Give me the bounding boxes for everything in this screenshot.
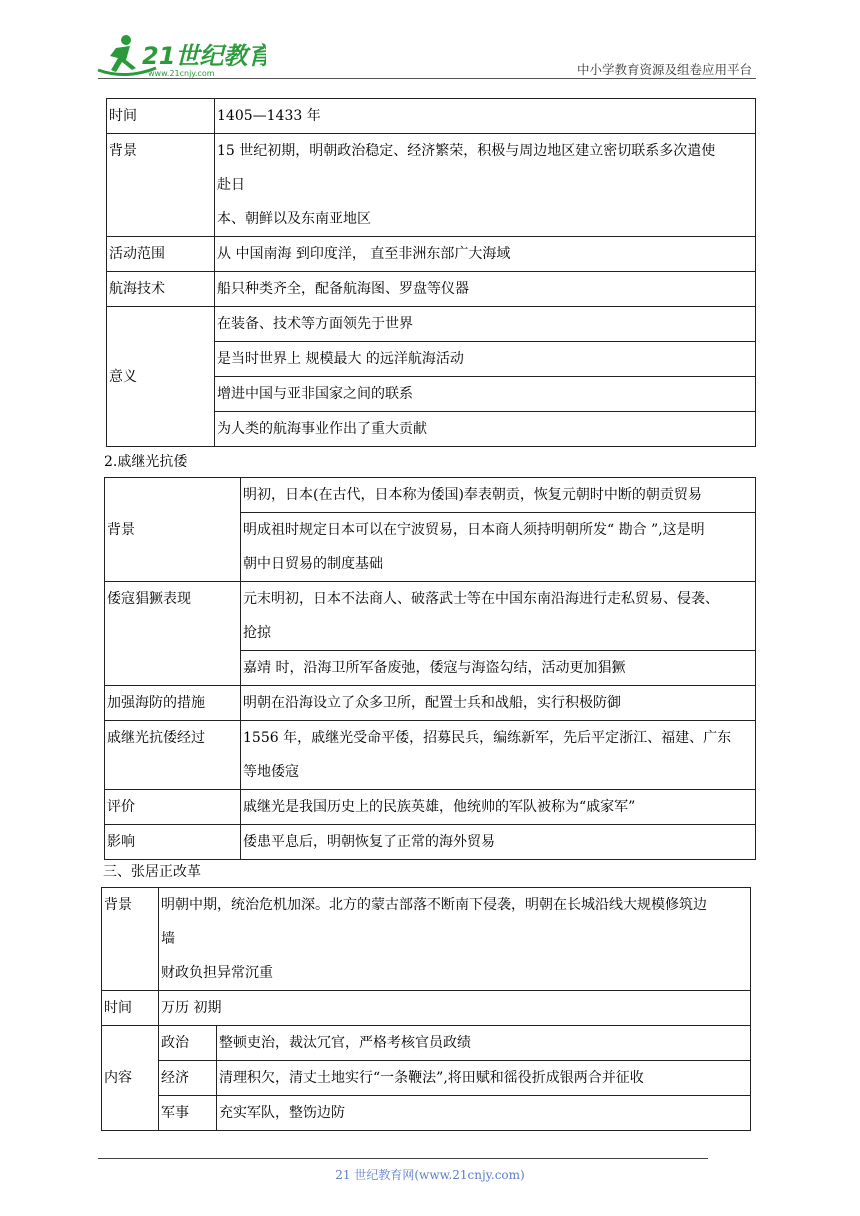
row-sublabel: 经济 bbox=[159, 1061, 217, 1096]
row-value: 等地倭寇 bbox=[241, 755, 756, 790]
table-row bbox=[102, 1061, 751, 1096]
row-value: 充实军队，整饬边防 bbox=[217, 1096, 751, 1131]
table-row bbox=[107, 307, 756, 342]
table-row bbox=[102, 991, 751, 1026]
row-value: 明成祖时规定日本可以在宁波贸易，日本商人须持明朝所发“ 勘合 ”,这是明 bbox=[241, 513, 756, 548]
row-value: 明朝在沿海设立了众多卫所，配置士兵和战船，实行积极防御 bbox=[241, 686, 756, 721]
row-label: 时间 bbox=[102, 991, 159, 1026]
row-value: 戚继光是我国历史上的民族英雄，他统帅的军队被称为“戚家军” bbox=[241, 790, 756, 825]
row-label: 意义 bbox=[107, 307, 215, 447]
svg-text:www.21cnjy.com: www.21cnjy.com bbox=[148, 69, 215, 78]
row-label: 时间 bbox=[107, 99, 215, 134]
row-value: 15 世纪初期，明朝政治稳定、经济繁荣，积极与周边地区建立密切联系多次遣使 赴日 本、朝鲜以及东南亚地区 bbox=[215, 134, 756, 237]
zhang-juzheng-table bbox=[101, 887, 751, 1131]
row-value: 元末明初，日本不法商人、破落武士等在中国东南沿海进行走私贸易、侵袭、 bbox=[241, 582, 756, 617]
site-logo bbox=[96, 34, 266, 80]
table-row bbox=[102, 1096, 751, 1131]
qi-jiguang-table bbox=[104, 477, 756, 860]
table-row bbox=[105, 790, 756, 825]
section-heading: 2.戚继光抗倭 bbox=[104, 454, 188, 470]
section-heading: 三、张居正改革 bbox=[103, 864, 201, 880]
row-label: 评价 bbox=[105, 790, 241, 825]
table-row bbox=[107, 237, 756, 272]
row-label: 航海技术 bbox=[107, 272, 215, 307]
row-sublabel: 政治 bbox=[159, 1026, 217, 1061]
table-row bbox=[105, 686, 756, 721]
row-label: 内容 bbox=[102, 1026, 159, 1131]
table-row bbox=[105, 582, 756, 617]
row-value: 整顿吏治，裁汰冗官，严格考核官员政绩 bbox=[217, 1026, 751, 1061]
row-value: 是当时世界上 规模最大 的远洋航海活动 bbox=[215, 342, 756, 377]
row-value: 明朝中期，统治危机加深。北方的蒙古部落不断南下侵袭，明朝在长城沿线大规模修筑边 墙 财政负担异常沉重 bbox=[159, 888, 751, 991]
row-label: 背景 bbox=[107, 134, 215, 237]
row-value: 增进中国与亚非国家之间的联系 bbox=[215, 377, 756, 412]
row-value: 万历 初期 bbox=[159, 991, 751, 1026]
row-value: 明初，日本(在古代，日本称为倭国)奉表朝贡，恢复元朝时中断的朝贡贸易 bbox=[241, 478, 756, 513]
footer-divider bbox=[98, 1158, 708, 1159]
row-value: 1556 年，戚继光受命平倭，招募民兵，编练新军，先后平定浙江、福建、广东 bbox=[241, 721, 756, 756]
row-value: 抢掠 bbox=[241, 616, 756, 651]
row-value: 在装备、技术等方面领先于世界 bbox=[215, 307, 756, 342]
row-label: 背景 bbox=[102, 888, 159, 991]
row-value: 朝中日贸易的制度基础 bbox=[241, 547, 756, 582]
platform-name: 中小学教育资源及组卷应用平台 bbox=[576, 62, 752, 77]
row-value: 倭患平息后，明朝恢复了正常的海外贸易 bbox=[241, 825, 756, 860]
table-row bbox=[102, 1026, 751, 1061]
row-label: 背景 bbox=[105, 478, 241, 582]
row-label: 加强海防的措施 bbox=[105, 686, 241, 721]
table-row bbox=[107, 272, 756, 307]
row-label: 影响 bbox=[105, 825, 241, 860]
table-row bbox=[107, 134, 756, 237]
table-row bbox=[107, 99, 756, 134]
row-value: 1405—1433 年 bbox=[215, 99, 756, 134]
zheng-he-table bbox=[106, 98, 756, 447]
row-value: 为人类的航海事业作出了重大贡献 bbox=[215, 412, 756, 447]
row-label: 活动范围 bbox=[107, 237, 215, 272]
table-row bbox=[102, 888, 751, 991]
footer-link[interactable]: 21 世纪教育网(www.21cnjy.com) bbox=[335, 1168, 525, 1182]
table-row bbox=[105, 721, 756, 756]
table-row bbox=[105, 825, 756, 860]
table-row bbox=[105, 478, 756, 513]
row-value: 清理积欠，清丈土地实行“一条鞭法”,将田赋和徭役折成银两合并征收 bbox=[217, 1061, 751, 1096]
row-value: 船只种类齐全，配备航海图、罗盘等仪器 bbox=[215, 272, 756, 307]
row-label: 戚继光抗倭经过 bbox=[105, 721, 241, 790]
header-divider bbox=[98, 78, 756, 79]
row-sublabel: 军事 bbox=[159, 1096, 217, 1131]
row-value: 嘉靖 时，沿海卫所军备废弛，倭寇与海盗勾结，活动更加猖獗 bbox=[241, 651, 756, 686]
logo-text: 21世纪教育 bbox=[142, 42, 266, 70]
row-value: 从 中国南海 到印度洋， 直至非洲东部广大海域 bbox=[215, 237, 756, 272]
row-label: 倭寇猖獗表现 bbox=[105, 582, 241, 686]
